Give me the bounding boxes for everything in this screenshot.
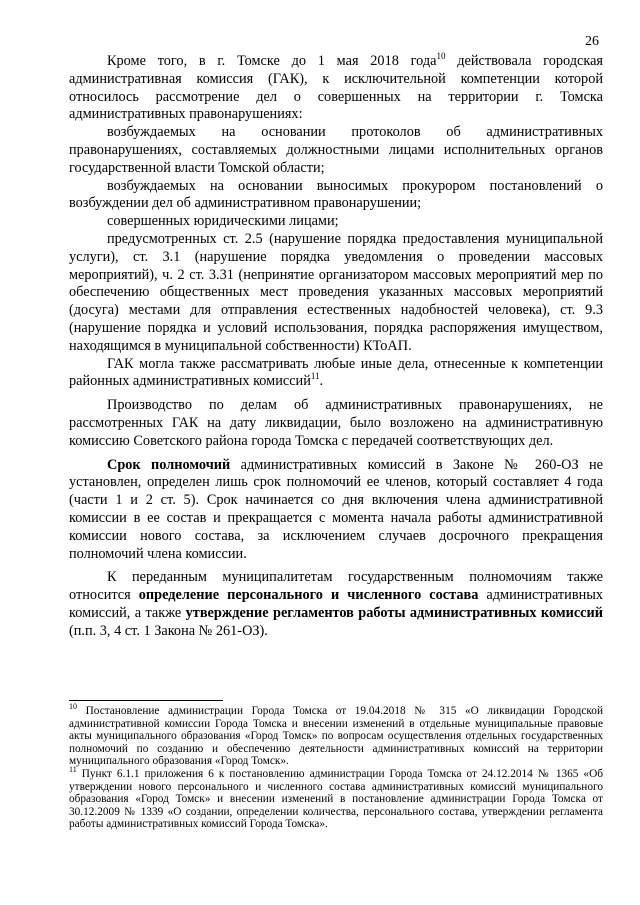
- footnote-ref-11[interactable]: 11: [310, 371, 320, 382]
- paragraph-2: возбуждаемых на основании протоколов об административных правонарушениях, составляемых должностными лицами исполнительных органов государственной власти Томской области;: [69, 124, 603, 176]
- paragraph-6: ГАК могла также рассматривать любые иные дела, отнесенные к компетенции районных административных комиссий$^{11}$.: [69, 355, 603, 390]
- paragraph-4: совершенных юридическими лицами;: [107, 213, 339, 230]
- footnote-separator: [69, 700, 223, 701]
- body-text: [69, 53, 603, 641]
- footnote-10: $^{10}$ Постановление администрации Города Томска от 19.04.2018 № 315 «О ликвидации Городской административной комиссии Города Томска и внесении изменений в отдельные муниципальные правовые акты муниципального образования «Город Томск» по вопросам осуществления отдельных государственных полномочий по созданию и обеспечению деятельности административных комиссий на территории муниципального образования «Город Томск».: [69, 702, 603, 768]
- term-srok-polnomochiy: Срок полномочий: [107, 456, 231, 473]
- paragraph-8: Срок полномочий административных комиссий в Законе № 260-ОЗ не установлен, определен лишь срок полномочий ее членов, который составляет 4 года (части 1 и 2 ст. 5). Срок начинается со дня включения члена административной комиссии в ее состав и прекращается с момента начала работы административной комиссии нового состава, за исключением случаев досрочного прекращения полномочий члена комиссии.: [69, 456, 603, 562]
- term-utverzhdenie-reglamentov: утверждение регламентов работы административных комиссий: [185, 604, 603, 621]
- paragraph-1: Кроме того, в г. Томске до 1 мая 2018 года$^{10}$ действовала городская административная комиссия (ГАК), к исключительной компетенции которой относилось рассмотрение дел о совершенных на территории г. Томска административных правонарушениях:: [69, 51, 603, 123]
- page-number: 26: [585, 34, 599, 49]
- paragraph-3: возбуждаемых на основании выносимых прокурором постановлений о возбуждении дел об административном правонарушении;: [69, 177, 603, 212]
- footnote-ref-10[interactable]: 10: [436, 51, 446, 62]
- paragraph-7: Производство по делам об административных правонарушениях, не рассмотренных ГАК на дату ликвидации, было возложено на административную комиссию Советского района города Томска с передачей соответствующих дел.: [69, 397, 603, 449]
- footnote-11: $^{11}$ Пункт 6.1.1 приложения 6 к постановлению администрации Города Томска от 24.12.2014 № 1365 «Об утверждении нового персонального и численного состава административных комиссий муниципального образования «Город Томск» и внесении изменений в постановление администрации Города Томска от 30.12.2009 № 1339 «О создании, определении количества, персонального состава, утверждении регламента работы административных комиссий Города Томска».: [69, 765, 603, 831]
- paragraph-5: предусмотренных ст. 2.5 (нарушение порядка предоставления муниципальной услуги), ст. 3.1 (нарушение порядка уведомления о проведении массовых мероприятий), ч. 2 ст. 3.31 (непринятие организатором массовых мероприятий мер по обеспечению общественных мест проведения указанных массовых мероприятий (досуга) местами для отправления естественных надобностей человека), ст. 9.3 (нарушение порядка и условий использования, порядка распоряжения имуществом, находящимся в муниципальной собственности) КТоАП.: [69, 230, 603, 354]
- paragraph-9: К переданным муниципалитетам государственным полномочиям также относится определение персонального и численного состава административных комиссий, а также утверждение регламентов работы административных комиссий (п.п. 3, 4 ст. 1 Закона № 261-ОЗ).: [69, 569, 603, 639]
- footnotes: [69, 702, 603, 831]
- term-opredelenie-sostava: определение персонального и численного состава: [138, 587, 479, 604]
